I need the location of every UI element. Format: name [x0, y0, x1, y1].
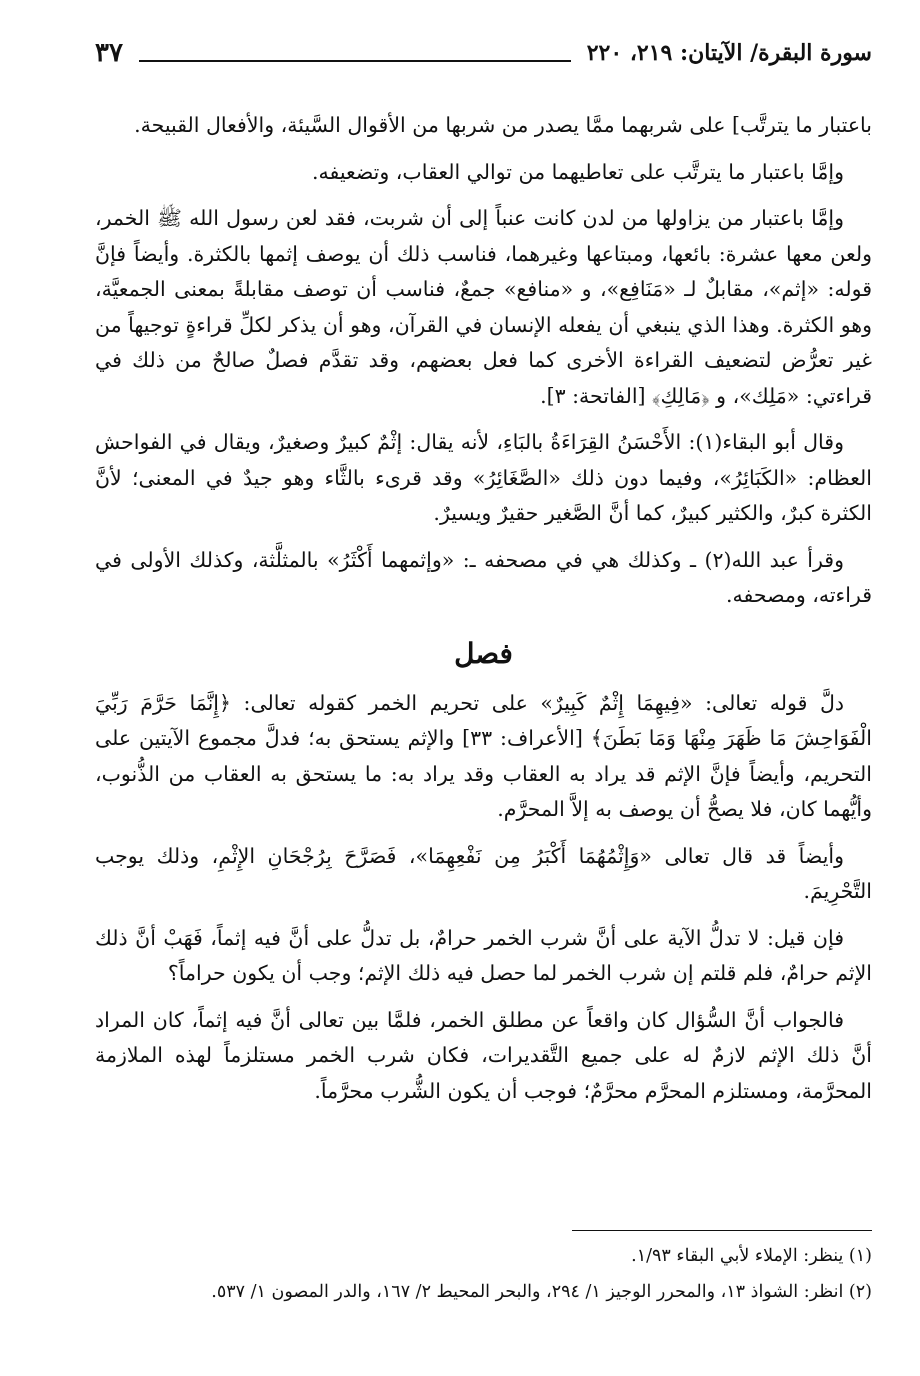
footnote-separator: [572, 1230, 872, 1231]
header-title: سورة البقرة/ الآيتان: ٢١٩، ٢٢٠: [586, 40, 872, 66]
running-header: [95, 30, 872, 76]
paragraph: باعتبار ما يترتَّب] على شربهما ممَّا يصدر من شربها من الأقوال السَّيئة، والأفعال القبيحة.: [134, 113, 872, 137]
paragraph: وقال أبو البقاء(١): الأَحْسَنُ القِرَاءَةُ بالبَاءِ، لأنه يقال: إثْمٌ كبيرٌ وصغيرٌ، ويقال في الفواحش العظام: «الكَبَائِرُ»، وفيما دون ذلك «الصَّغَائِرُ» وقد قرىء بالثَّاء وهو جيدٌ في المعنى؛ لأنَّ الكثرة كبرٌ، والكثير كبيرٌ، كما أنَّ الصَّغير حقيرٌ ويسيرٌ.: [95, 430, 872, 525]
paragraph: فإن قيل: لا تدلُّ الآية على أنَّ شرب الخمر حرامٌ، بل تدلُّ على أنَّ فيه إثماً، فَهَبْ أنَّ ذلك الإثم حرامٌ، فلم قلتم إن شرب الخمر لما حصل فيه ذلك الإثم؛ وجب أن يكون حراماً؟: [95, 925, 872, 985]
page-number: ٣٧: [95, 38, 123, 68]
paragraph: وقرأ عبد الله(٢) ـ وكذلك هي في مصحفه ـ: «وإثمهما أَكْثَرُ» بالمثلَّثة، وكذلك الأولى في قراءته، ومصحفه.: [95, 547, 872, 607]
paragraph: وإمَّا باعتبار ما يترتَّب على تعاطيهما من توالي العقاب، وتضعيفه.: [311, 159, 844, 184]
main-text: [95, 108, 872, 1120]
header-rule: [139, 60, 571, 62]
paragraph: وأيضاً قد قال تعالى «وَإِثْمُهُمَا أَكْبَرُ مِن نَفْعِهِمَا»، فَصَرَّحَ بِرُجْحَانِ الإِثْمِ، وذلك يوجب التَّحْرِيمَ.: [95, 843, 872, 903]
paragraph: فالجواب أنَّ السُّؤال كان واقعاً عن مطلق الخمر، فلمَّا بين تعالى أنَّ فيه إثماً، كان المراد أنَّ ذلك الإثم لازمٌ له على جميع التَّقديرات، فكان شرب الخمر مستلزماً لهذه الملازمة المحرَّمة، ومستلزم المحرَّم محرَّمٌ؛ فوجب أن يكون الشُّرب محرَّماً.: [95, 1007, 872, 1103]
paragraph: دلَّ قوله تعالى: «فِيهِمَا إِثْمٌ كَبِيرٌ» على تحريم الخمر كقوله تعالى: ﴿إِنَّمَا حَرَّمَ رَبِّيَ الْفَوَاحِشَ مَا ظَهَرَ مِنْهَا وَمَا بَطَنَ﴾ [الأعراف: ٣٣] والإثم يستحق به؛ فدلَّ مجموع الآيتين على التحريم، وأيضاً فإنَّ الإثم قد يراد به العقاب وقد يراد به: ما يستحق به العقاب من الذُّنوب، وأيُّهما كان، فلا يصحُّ أن يوصف به إلاَّ المحرَّم.: [95, 690, 872, 821]
footnote: (١) ينظر: الإملاء لأبي البقاء ١/٩٣.: [631, 1246, 872, 1266]
footnote: (٢) انظر: الشواذ ١٣، والمحرر الوجيز ١/ ٢٩٤، والبحر المحيط ٢/ ١٦٧، والدر المصون ١/ ٥٣٧.: [211, 1282, 872, 1302]
paragraph: وإمَّا باعتبار من يزاولها من لدن كانت عنباً إلى أن شربت، فقد لعن رسول الله ﷺ الخمر، ولعن معها عشرة: بائعها، ومبتاعها وغيرهما، فناسب ذلك أن يوصف إثمها بالكثرة. وأيضاً فإنَّ قوله: «إثم»، مقابلٌ لـ «مَنَافِع»، و «منافع» جمعٌ، فناسب أن توصف مقابلةً بمعنى الجمعيَّة، وهو الكثرة. وهذا الذي ينبغي أن يفعله الإنسان في القرآن، وهو أن يذكر لكلِّ قراءةٍ توجيهاً من غير تعرُّض لتضعيف القراءة الأخرى كما فعل بعضهم، وقد تقدَّم فصلٌ صالحٌ من ذلك في قراءتي: «مَلِك»، و ﴿مَالِكِ﴾ [الفاتحة: ٣].: [95, 206, 872, 408]
section-heading: فصل: [454, 636, 513, 670]
footnotes: [95, 1238, 872, 1310]
